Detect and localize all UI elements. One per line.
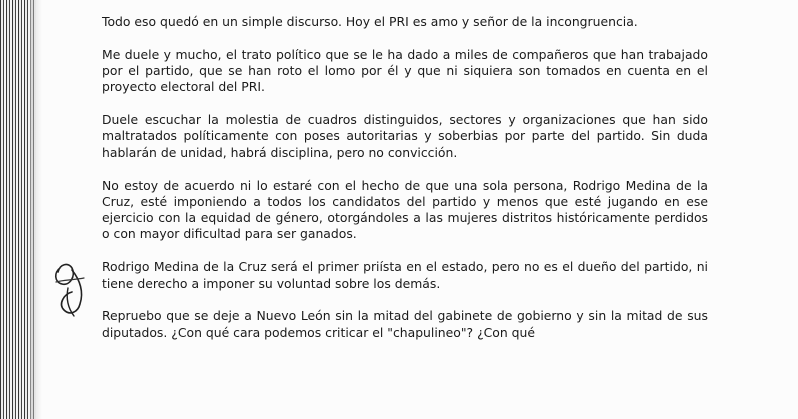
paragraph: Rodrigo Medina de la Cruz será el primer priísta en el estado, pero no es el dueño del partido, ni tiene derecho a imponer su voluntad sobre los demás. bbox=[102, 259, 708, 291]
document-body bbox=[102, 14, 708, 341]
paragraph: Me duele y mucho, el trato político que se le ha dado a miles de compañeros que han trabajado por el partido, que se han roto el lomo por él y que ni siquiera son tomados en cuenta en el proyecto electoral del PRI. bbox=[102, 46, 708, 95]
handwritten-initials bbox=[50, 258, 90, 320]
paragraph: Duele escuchar la molestia de cuadros distinguidos, sectores y organizaciones que han sido maltratados políticamente con poses autoritarias y soberbias por parte del partido. Sin duda hablarán de unidad, habrá disciplina, pero no convicción. bbox=[102, 112, 708, 160]
paragraph: Todo eso quedó en un simple discurso. Hoy el PRI es amo y señor de la incongruencia. bbox=[102, 14, 638, 29]
paragraph: Repruebo que se deje a Nuevo León sin la mitad del gabinete de gobierno y sin la mitad de sus diputados. ¿Con qué cara podemos criticar el "chapulineo"? ¿Con qué bbox=[102, 308, 708, 340]
binding-shadow bbox=[30, 0, 42, 419]
paragraph: No estoy de acuerdo ni lo estaré con el hecho de que una sola persona, Rodrigo Medina de la Cruz, esté imponiendo a todos los candidatos del partido y menos que esté jugando en ese ejercicio con la equidad de género, otorgándoles a las mujeres distritos históricamente perdidos o con mayor dificultad para ser ganados. bbox=[102, 177, 708, 242]
